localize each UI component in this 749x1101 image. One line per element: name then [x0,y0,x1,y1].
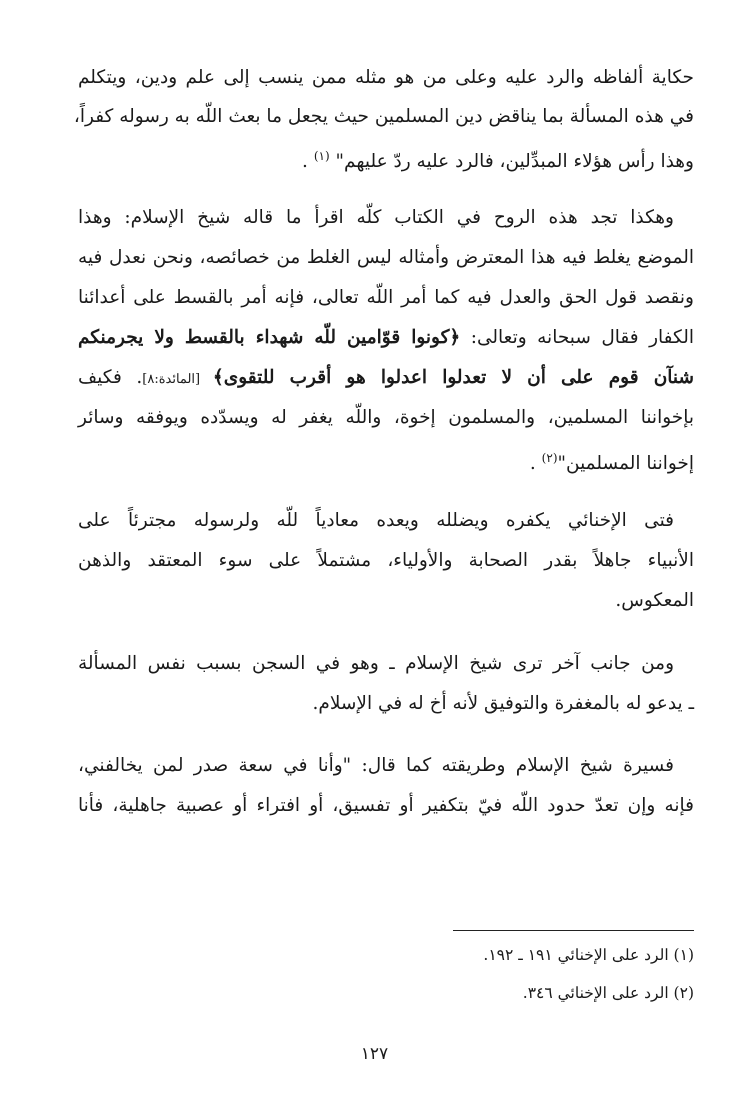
text-line: الأنبياء جاهلاً بقدر الصحابة والأولياء، مشتملاً على سوء المعتقد والذهن [78,550,694,571]
text-line: فسيرة شيخ الإسلام وطريقته كما قال: "وأنا في سعة صدر لمن يخالفني، [78,755,674,776]
text-line: فتى الإخنائي يكفره ويضلله ويعده معادياً للّه ولرسوله مجترئاً على [78,510,674,531]
text-line: المعكوس. [615,590,694,611]
footnote: (١) الرد على الإخنائي ١٩١ ـ ١٩٢. [483,946,694,964]
text-line: في هذه المسألة بما يناقض دين المسلمين حيث يجعل ما بعث اللّه به رسوله كفراً، [73,106,694,127]
quran-verse: شنآن قوم على أن لا تعدلوا اعدلوا هو أقرب للتقوى﴾ [212,367,695,388]
page-number: ١٢٧ [360,1044,389,1064]
quran-verse: ﴿كونوا قوّامين للّه شهداء بالقسط ولا يجرمنكم [78,327,461,348]
footnote-marker: (٢) [541,451,558,465]
footnote-divider [453,930,694,931]
text-line: شنآن قوم على أن لا تعدلوا اعدلوا هو أقرب للتقوى﴾ [المائدة:٨]. فكيف [78,367,695,388]
text-line: الكفار فقال سبحانه وتعالى: ﴿كونوا قوّامين للّه شهداء بالقسط ولا يجرمنكم [78,327,695,348]
text-line: وهكذا تجد هذه الروح في الكتاب كلّه اقرأ ما قاله شيخ الإسلام: وهذا [78,207,674,228]
verse-reference: [المائدة:٨] [142,372,213,387]
footnote-marker: (١) [313,149,330,163]
text-line: ونقصد قول الحق والعدل فيه كما أمر اللّه تعالى، فإنه أمر بالقسط على أعدائنا [78,287,694,308]
text-line: ومن جانب آخر ترى شيخ الإسلام ـ وهو في السجن بسبب نفس المسألة [78,653,674,674]
footnote: (٢) الرد على الإخنائي ٣٤٦. [522,984,694,1002]
text-line: حكاية ألفاظه والرد عليه وعلى من هو مثله ممن ينسب إلى علم ودين، ويتكلم [78,67,694,88]
text-line: إخواننا المسلمين"$^{(٢)}$ . [529,451,694,474]
text-line: فإنه وإن تعدّ حدود اللّه فيّ بتكفير أو تفسيق، أو افتراء أو عصبية جاهلية، فأنا [78,795,694,816]
text-line: بإخواننا المسلمين، والمسلمون إخوة، واللّه يغفر له ويسدّده ويوفقه وسائر [78,407,694,428]
text-line: ـ يدعو له بالمغفرة والتوفيق لأنه أخ له في الإسلام. [312,693,694,714]
text-line: وهذا رأس هؤلاء المبدِّلين، فالرد عليه ردّ عليهم" $^{(١)}$ . [302,149,694,172]
text-line: الموضع يغلط فيه هذا المعترض وأمثاله ليس الغلط من خصائصه، ونحن نعدل فيه [78,247,694,268]
